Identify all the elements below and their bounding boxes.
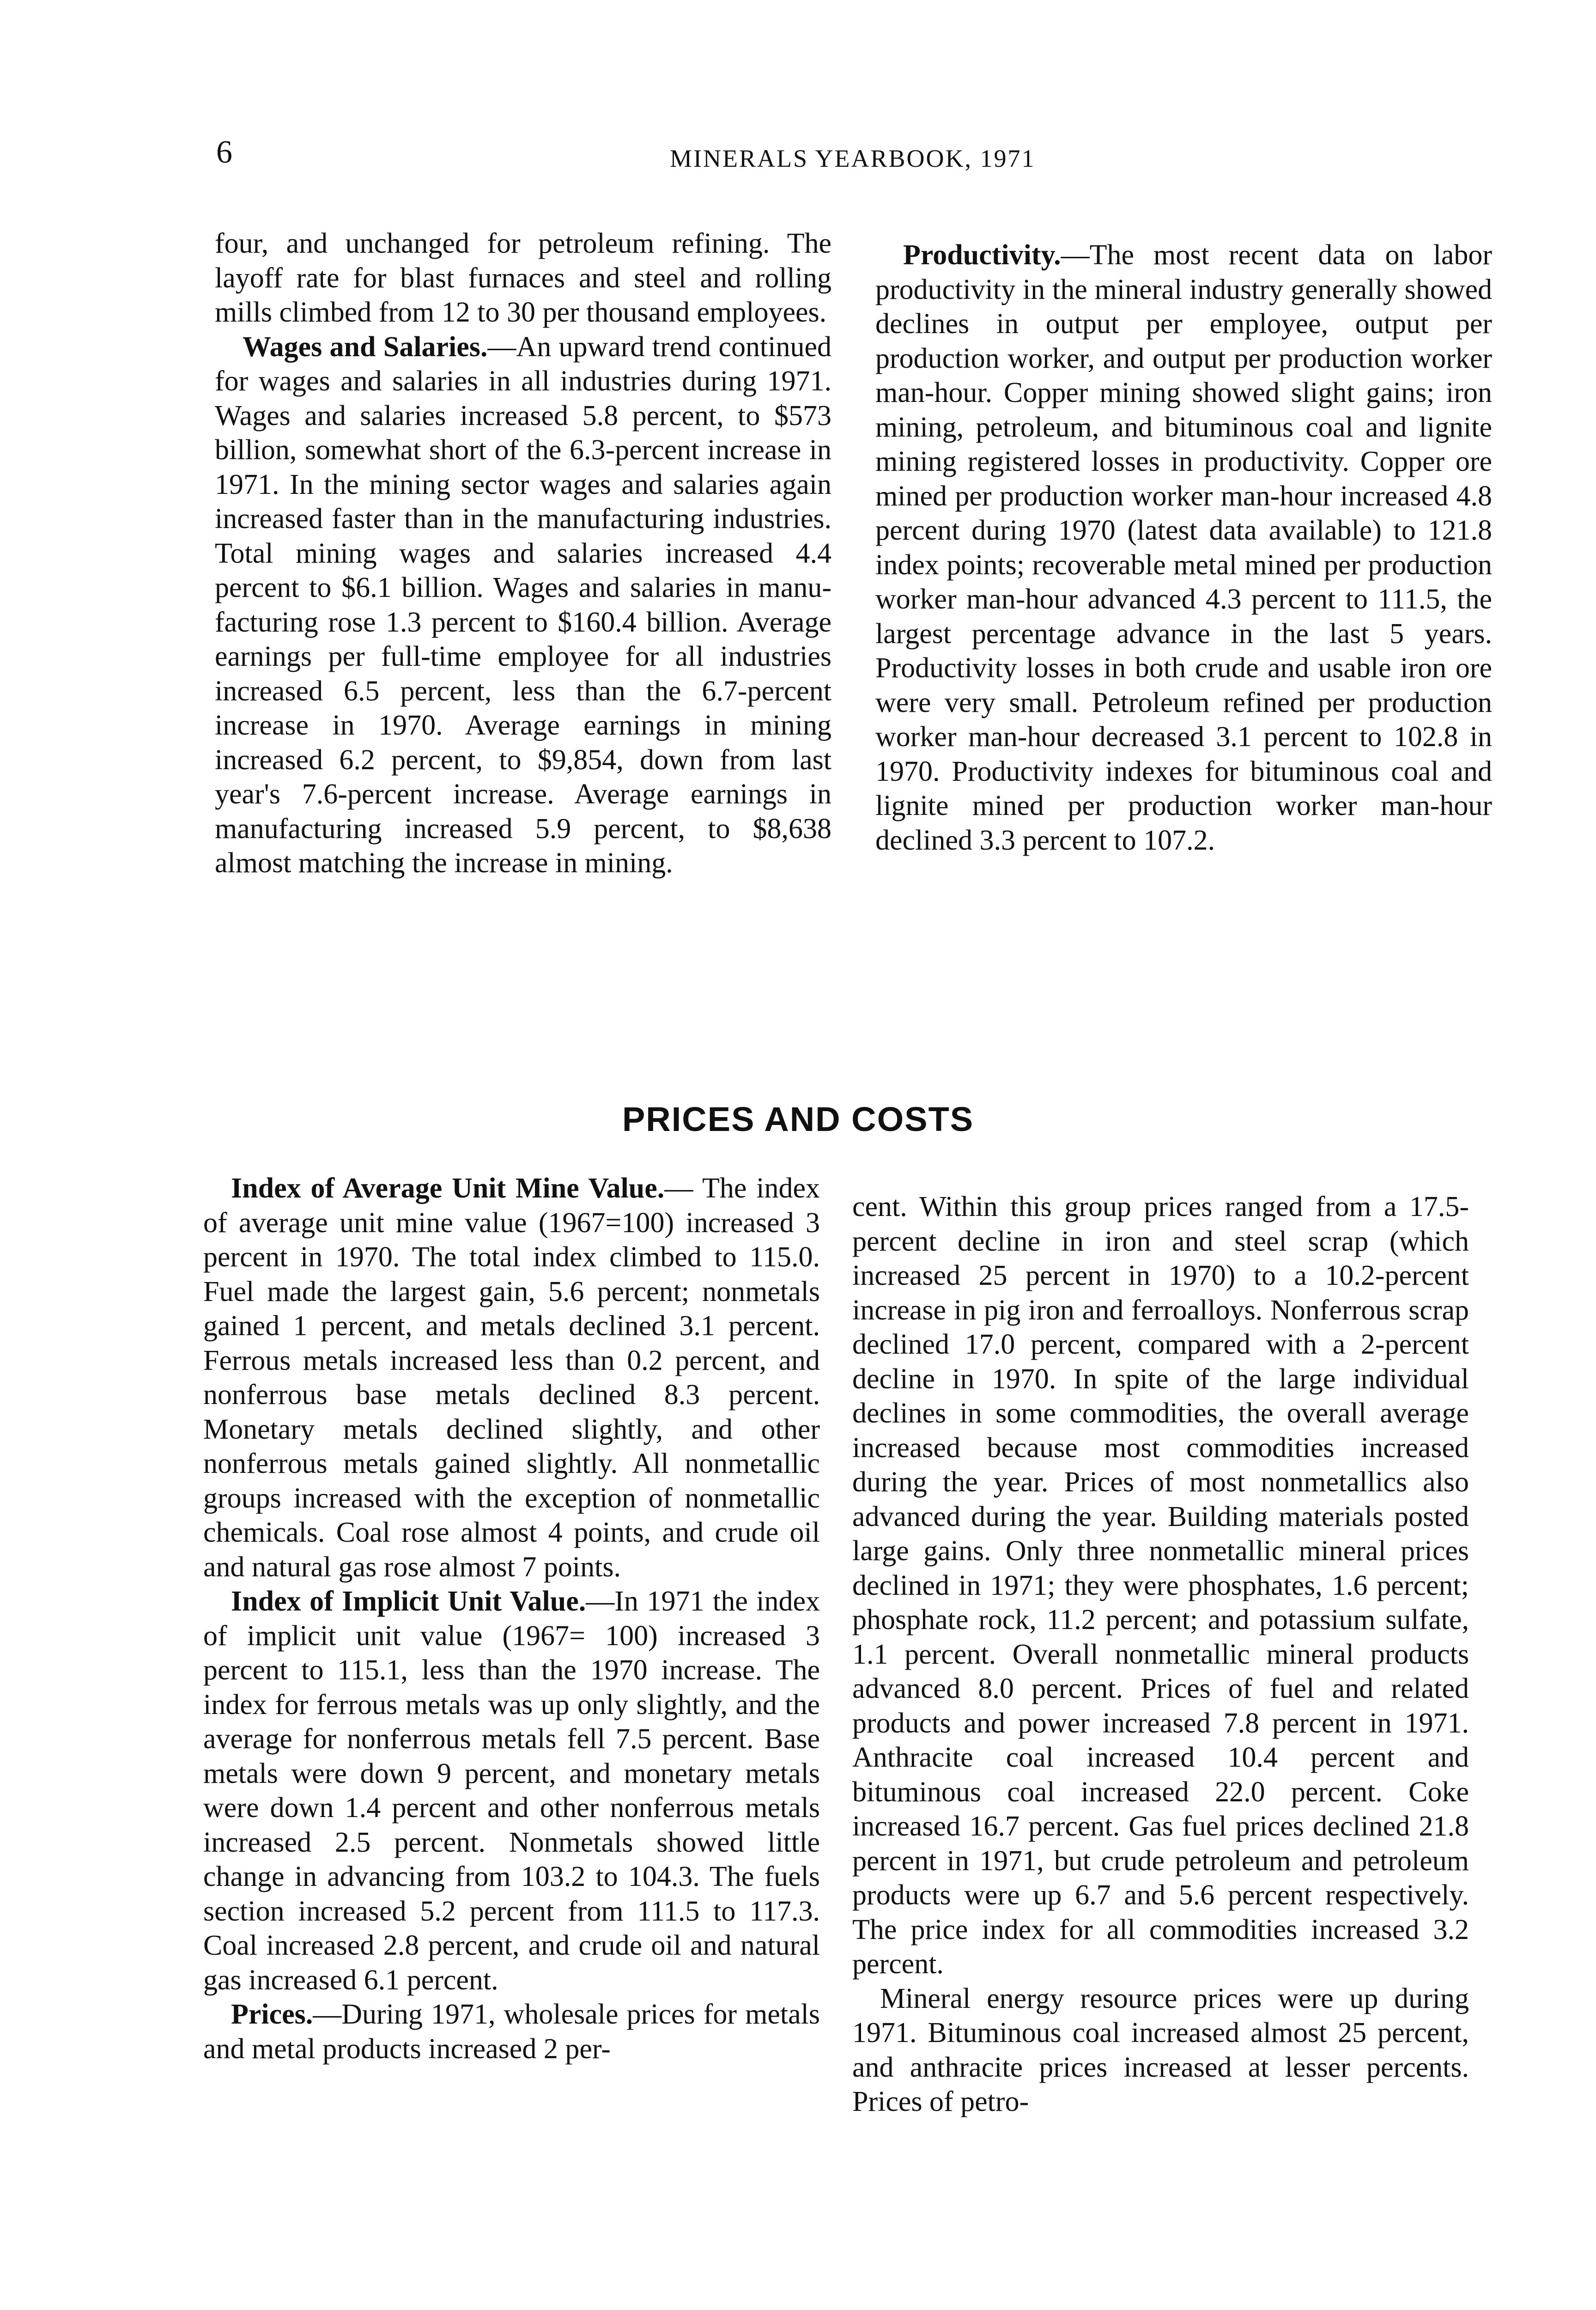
running-head: MINERALS YEARBOOK, 1971 — [670, 145, 1036, 172]
paragraph-prices — [203, 1997, 820, 2066]
paragraph-body: —An upward trend continued for wages and salaries in all industries during 1971. Wages and salaries increased 5.8 percent, to $573 billion, somewhat short of the 6.3-percent increase in 1971. In the mining sector wages and salaries again increased faster than in the manufacturing industries. Total mining wages and salaries increased 4.4 percent to $6.1 billion. Wages and salaries in manufacturing rose 1.3 percent to $160.4 billion. Average earnings per full-time employee for all industries increased 6.5 percent, less than the 6.7-percent increase in 1970. Average earnings in mining increased 6.2 percent, to $9,854, down from last year's 7.6-percent increase. Average earnings in manufacturing increased 5.9 percent, to $8,638 almost matching the increase in mining. — [215, 331, 831, 879]
paragraph-body: — The index of average unit mine value (1967=100) increased 3 percent in 1970. The total index climbed to 115.0. Fuel made the largest gain, 5.6 percent; nonmetals gained 1 percent, and metals declined 3.1 percent. Ferrous metals increased less than 0.2 percent, and nonferrous base metals declined 8.3 percent. Monetary metals declined slightly, and other nonferrous metals gained slightly. All nonmetallic groups increased with the exception of nonmetallic chemicals. Coal rose almost 4 points, and crude oil and natural gas rose almost 7 points. — [203, 1173, 820, 1583]
paragraph-body: —In 1971 the index of implicit unit value (1967= 100) increased 3 percent to 115.1, less than the 1970 increase. The index for ferrous metals was up only slightly, and the average for nonferrous metals fell 7.5 percent. Base metals were down 9 percent, and monetary metals were down 1.4 percent and other nonferrous metals increased 2.5 percent. Nonmetals showed little change in advancing from 103.2 to 104.3. The fuels section increased 5.2 percent from 111.5 to 117.3. Coal increased 2.8 percent, and crude oil and natural gas increased 6.1 percent. — [203, 1586, 820, 1996]
run-in-heading-productivity: Productivity. — [903, 239, 1061, 271]
bottom-right-column — [852, 1190, 1469, 2119]
paragraph-body: —During 1971, wholesale prices for metals and metal products increased 2 per- — [203, 1999, 820, 2065]
run-in-heading-wages: Wages and Salaries. — [243, 331, 488, 363]
top-right-column — [875, 238, 1492, 857]
section-heading: PRICES AND COSTS — [622, 1100, 974, 1138]
paragraph-body: —The most recent data on labor productivity in the mineral industry generally showed declines in output per employee, output per production worker, and output per production worker man-hour. Copper mining showed slight gains; iron mining, petroleum, and bituminous coal and lignite mining registered losses in productivity. Copper ore mined per production worker man-hour increased 4.8 percent during 1970 (latest data available) to 121.8 index points; recoverable metal mined per production worker man-hour advanced 4.3 percent to 111.5, the largest percentage advance in the last 5 years. Productivity losses in both crude and usable iron ore were very small. Petroleum refined per production worker man-hour decreased 3.1 percent to 102.8 in 1970. Productivity indexes for bituminous coal and lignite mined per production worker man-hour declined 3.3 percent to 107.2. — [875, 239, 1492, 856]
run-in-heading-implicit-value: Index of Implicit Unit Value. — [231, 1586, 586, 1617]
paragraph-energy-prices: Mineral energy resource prices were up during 1971. Bituminous coal increased almost 25 percent, and anthracite prices increased at lesser percents. Prices of petro- — [852, 1982, 1469, 2117]
paragraph-layoff-rate: four, and unchanged for petroleum refining. The layoff rate for blast furnaces and steel and rolling mills climbed from 12 to 30 per thousand employees. — [215, 228, 831, 328]
bottom-left-column — [203, 1171, 820, 2066]
paragraph-implicit-unit-value — [203, 1584, 820, 1997]
paragraph-productivity — [875, 238, 1492, 857]
paragraph-wages-salaries — [215, 330, 831, 881]
page-number: 6 — [216, 134, 232, 170]
paragraph-metal-prices: cent. Within this group prices ranged from a 17.5-percent decline in iron and steel scrap (which increased 25 percent in 1970) to a 10.2-percent increase in pig iron and ferroalloys. Nonferrous scrap declined 17.0 percent, compared with a 2-percent decline in 1970. In spite of the large individual declines in some commodities, the overall average increased because most commodities increased during the year. Prices of most nonmetallics also advanced during the year. Building materials posted large gains. Only three nonmetallic mineral prices declined in 1971; they were phosphates, 1.6 percent; phosphate rock, 11.2 percent; and potassium sulfate, 1.1 percent. Overall nonmetallic mineral products advanced 8.0 percent. Prices of fuel and related products and power increased 7.8 percent in 1971. Anthracite coal increased 10.4 percent and bituminous coal increased 22.0 percent. Coke increased 16.7 percent. Gas fuel prices declined 21.8 percent in 1971, but crude petroleum and petroleum products were up 6.7 and 5.6 percent respectively. The price index for all commodities increased 3.2 percent. — [852, 1191, 1469, 1980]
top-left-column — [215, 226, 831, 881]
run-in-heading-prices: Prices. — [231, 1999, 313, 2030]
run-in-heading-mine-value: Index of Average Unit Mine Value. — [231, 1173, 665, 1204]
paragraph-average-unit-mine-value — [203, 1171, 820, 1584]
